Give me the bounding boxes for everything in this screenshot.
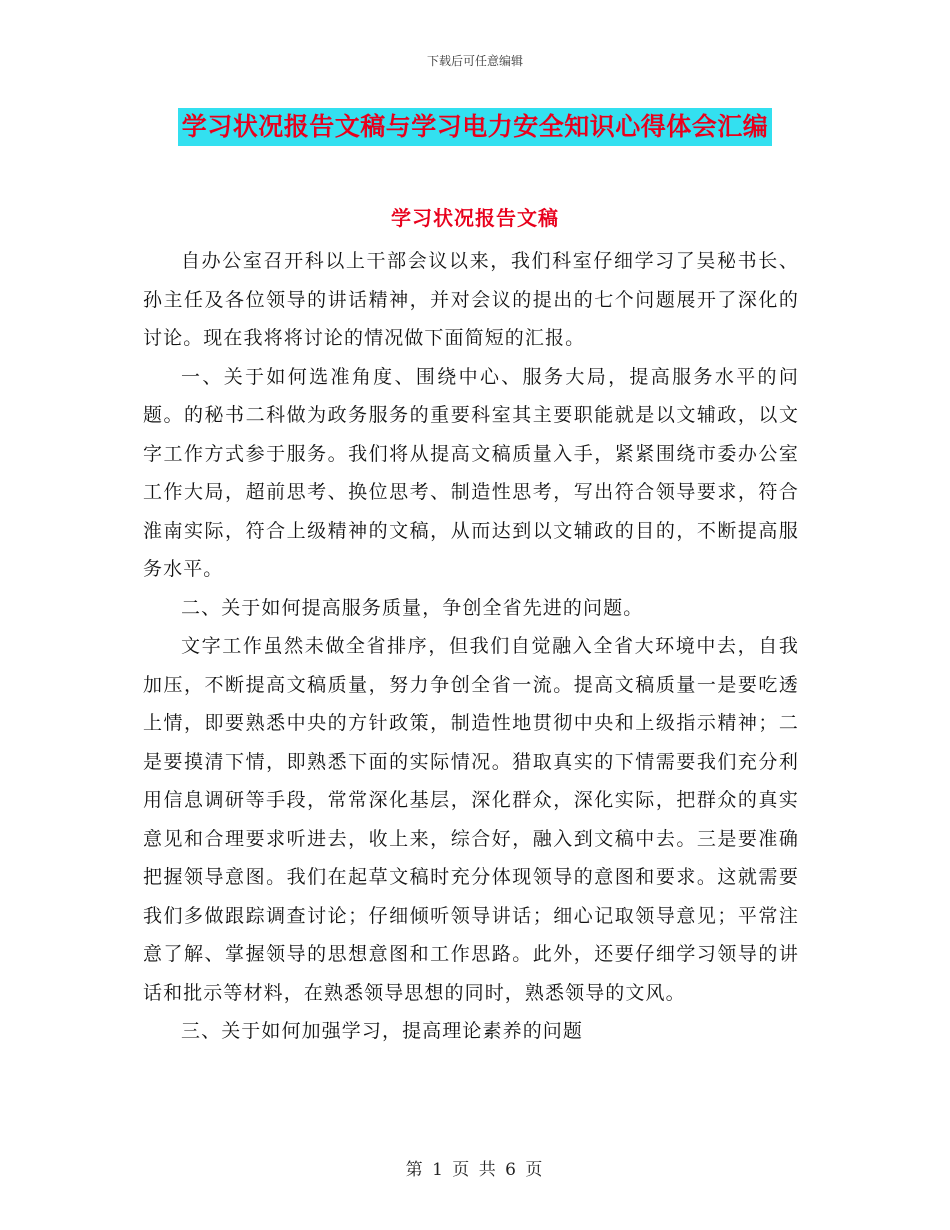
paragraph: 三、关于如何加强学习，提高理论素养的问题 — [181, 1020, 584, 1042]
page-footer: 第 1 页 共 6 页 — [405, 1160, 545, 1180]
paragraph: 自办公室召开科以上干部会议以来，我们科室仔细学习了吴秘书长、孙主任及各位领导的讲话精神，并对会议的提出的七个问题展开了深化的讨论。现在我将将讨论的情况做下面简短的汇报。 — [143, 250, 799, 349]
document-title: 学习状况报告文稿与学习电力安全知识心得体会汇编 — [178, 108, 773, 146]
document-body — [143, 242, 799, 1051]
paragraph: 二、关于如何提高服务质量，争创全省先进的问题。 — [181, 596, 644, 619]
paragraph: 一、关于如何选准角度、围绕中心、服务大局，提高服务水平的问题。的秘书二科做为政务服务的重要科室其主要职能就是以文辅政，以文字工作方式参于服务。我们将从提高文稿质量入手，紧紧围绕市委办公室工作大局，超前思考、换位思考、制造性思考，写出符合领导要求，符合淮南实际，符合上级精神的文稿，从而达到以文辅政的目的，不断提高服务水平。 — [143, 365, 799, 580]
header-note: 下载后可任意编辑 — [426, 54, 523, 68]
document-title-container — [0, 108, 950, 146]
paragraph: 文字工作虽然未做全省排序，但我们自觉融入全省大环境中去，自我加压，不断提高文稿质量，努力争创全省一流。提高文稿质量一是要吃透上情，即要熟悉中央的方针政策，制造性地贯彻中央和上级指示精神；二是要摸清下情，即熟悉下面的实际情况。猎取真实的下情需要我们充分利用信息调研等手段，常常深化基层，深化群众，深化实际，把群众的真实意见和合理要求听进去，收上来，综合好，融入到文稿中去。三是要准确把握领导意图。我们在起草文稿时充分体现领导的意图和要求。这就需要我们多做跟踪调查讨论；仔细倾听领导讲话；细心记取领导意见；平常注意了解、掌握领导的思想意图和工作思路。此外，还要仔细学习领导的讲话和批示等材料，在熟悉领导思想的同时，熟悉领导的文风。 — [143, 635, 799, 1004]
section-title: 学习状况报告文稿 — [391, 206, 559, 230]
